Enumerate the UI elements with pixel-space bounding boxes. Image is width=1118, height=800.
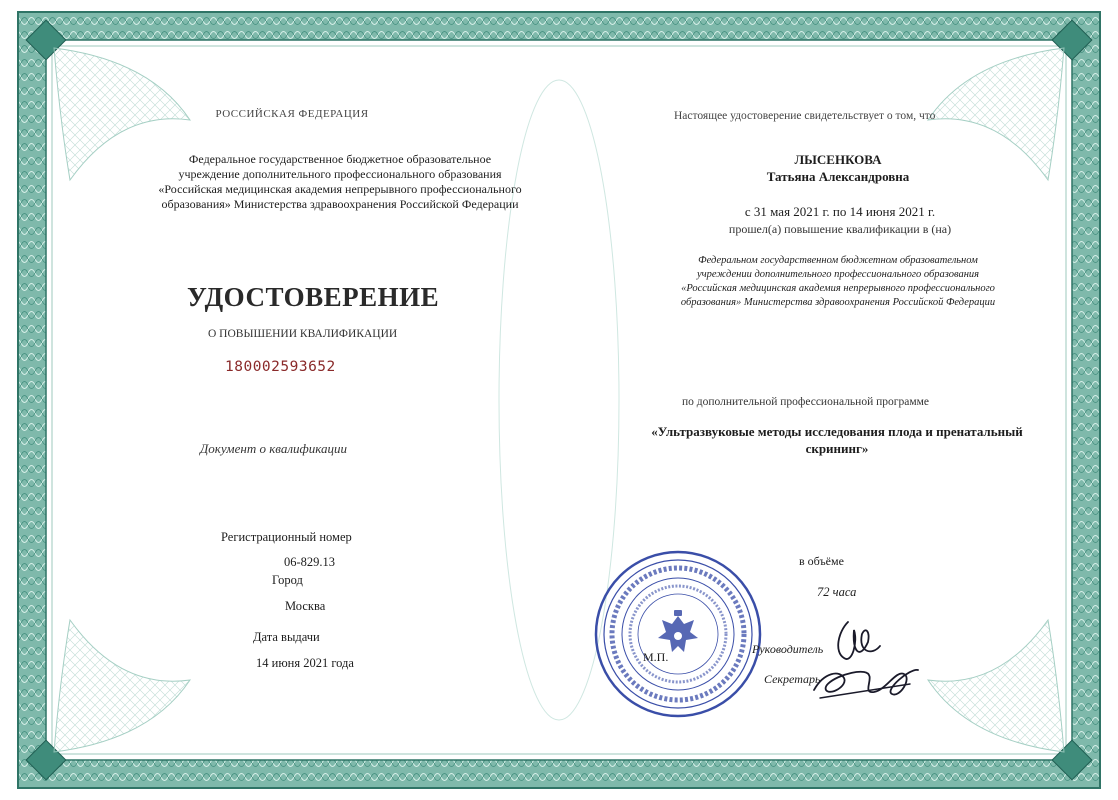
document-subtitle: О ПОВЫШЕНИИ КВАЛИФИКАЦИИ xyxy=(208,328,398,340)
city-value: Москва xyxy=(285,599,326,613)
document-number: 180002593652 xyxy=(225,359,336,375)
institution-line: образования» Министерства здравоохранения Российской Федерации xyxy=(161,197,519,211)
program-title-line-1: «Ультразвуковые методы исследования плода и пренатальный xyxy=(651,424,1023,439)
volume-label: в объёме xyxy=(799,554,844,568)
issue-date-label: Дата выдачи xyxy=(253,630,320,644)
institution-line: Федеральное государственное бюджетное образовательное xyxy=(188,152,492,166)
certify-intro: Настоящее удостоверение свидетельствует о том, что xyxy=(674,110,936,122)
registration-number: 06-829.13 xyxy=(284,555,336,569)
program-title-line-2: скрининг» xyxy=(805,441,869,456)
institution-line: учреждение дополнительного профессионального образования xyxy=(178,167,502,181)
training-institution xyxy=(656,254,1020,310)
seal-place-label: М.П. xyxy=(643,650,669,664)
passed-training: прошел(а) повышение квалификации в (на) xyxy=(728,222,952,236)
study-period: с 31 мая 2021 г. по 14 июня 2021 г. xyxy=(744,204,936,219)
document-kind: Документ о квалификации xyxy=(200,441,347,456)
institution-line: «Российская медицинская академия непрерывного профессионального xyxy=(158,182,522,196)
hours-value: 72 часа xyxy=(817,585,857,599)
institution-line: Федеральном государственном бюджетном образовательном xyxy=(698,255,978,266)
issue-date-value: 14 июня 2021 года xyxy=(256,656,354,670)
institution-line: учреждении дополнительного профессионального образования xyxy=(696,269,980,280)
signatures xyxy=(800,612,920,712)
country-label: РОССИЙСКАЯ ФЕДЕРАЦИЯ xyxy=(215,108,369,120)
document-title: УДОСТОВЕРЕНИЕ xyxy=(187,282,440,312)
registration-label: Регистрационный номер xyxy=(221,530,352,544)
institution-line: образования» Министерства здравоохранения Российской Федерации xyxy=(680,297,996,308)
program-label: по дополнительной профессиональной программе xyxy=(682,396,929,408)
director-label: Руководитель xyxy=(752,642,824,656)
institution-line: «Российская медицинская академия непрерывного профессионального xyxy=(681,283,995,294)
official-seal xyxy=(592,548,764,720)
issuing-institution xyxy=(120,152,560,212)
city-label: Город xyxy=(272,573,303,587)
holder-given-names: Татьяна Александровна xyxy=(766,169,910,184)
holder-surname: ЛЫСЕНКОВА xyxy=(794,152,882,167)
secretary-label: Секретарь xyxy=(764,672,821,686)
